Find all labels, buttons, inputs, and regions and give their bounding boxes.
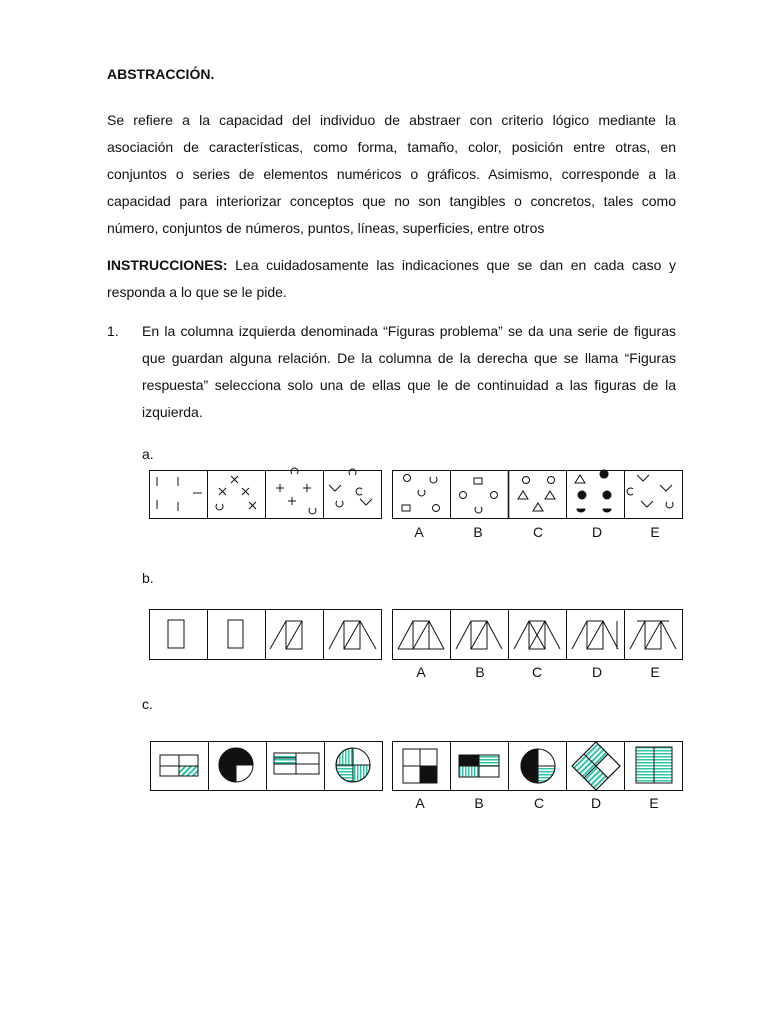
option-label-a: A: [414, 524, 424, 540]
answer-c-option-d[interactable]: [572, 742, 620, 790]
answer-a-option-b[interactable]: [460, 478, 498, 513]
option-label-d: D: [591, 664, 603, 680]
answer-a-option-a[interactable]: [402, 475, 440, 512]
option-label-e: E: [650, 524, 660, 540]
option-label-a: A: [415, 795, 425, 811]
problem-a-figure-4: [329, 469, 372, 507]
section-heading: ABSTRACCIÓN.: [107, 66, 215, 82]
exercise-a-answer-row: [393, 470, 683, 518]
exercise-c-answer-row: [393, 742, 683, 791]
problem-c-figure-3: [274, 753, 319, 774]
item-number: 1.: [107, 323, 119, 339]
answer-a-option-e[interactable]: [627, 475, 673, 508]
exercise-b-answer-row: [393, 610, 683, 660]
problem-a-figure-3: [276, 468, 316, 514]
exercise-b-option-labels: [416, 664, 659, 680]
answer-b-option-c[interactable]: [514, 621, 560, 649]
problem-b-figure-3: [270, 621, 302, 649]
option-label-d: D: [591, 524, 603, 540]
answer-c-option-e[interactable]: [636, 747, 672, 783]
problem-a-figure-2: [216, 476, 256, 510]
definition-paragraph: Se refiere a la capacidad del individuo de abstraer con criterio lógico mediante la asociación de características, como forma, tamaño, color, posición entre otras, en conjuntos o series de elementos numéricos o gráficos. Asimismo, corresponde a la capacidad para interiorizar conceptos que no son tangibles o concretos, tales como número, conjuntos de números, puntos, líneas, superficies, entre otros: [107, 112, 676, 236]
problem-c-figure-4: [336, 748, 370, 782]
answer-a-option-d[interactable]: [575, 470, 611, 512]
option-label-b: B: [473, 524, 483, 540]
exercise-a-option-labels: [414, 524, 659, 540]
option-label-d: D: [590, 795, 602, 811]
option-label-e: E: [649, 795, 659, 811]
exercise-b-label: b.: [142, 570, 154, 586]
instructions-text: Lea cuidadosamente las indicaciones que se dan en cada caso y responda a lo que se le pide.: [107, 257, 676, 300]
problem-b-figure-4: [329, 621, 376, 649]
problem-c-figure-2: [219, 748, 253, 782]
option-label-b: B: [474, 795, 484, 811]
instructions-label: INSTRUCCIONES:: [107, 257, 228, 273]
exercise-a-label: a.: [142, 446, 154, 462]
answer-c-option-c[interactable]: [521, 749, 555, 783]
problem-b-figure-2: [228, 620, 243, 648]
option-label-c: C: [531, 664, 543, 680]
problem-b-figure-1: [168, 620, 184, 648]
answer-b-option-b[interactable]: [456, 621, 502, 649]
exercise-b-problem-row: [150, 610, 382, 660]
exercise-a-problem-row: [150, 468, 382, 518]
answer-c-option-a[interactable]: [403, 749, 437, 783]
answer-b-option-d[interactable]: [572, 621, 618, 649]
option-label-e: E: [650, 664, 660, 680]
option-label-a: A: [416, 664, 426, 680]
answer-c-option-b[interactable]: [459, 755, 499, 777]
item-text: En la columna izquierda denominada “Figuras problema” se da una serie de figuras que guardan alguna relación. De la columna de la derecha que se llama “Figuras respuesta” selecciona solo una de ellas que le de continuidad a las figuras de la izquierda.: [142, 323, 676, 420]
answer-b-option-e[interactable]: [630, 621, 676, 649]
option-label-b: B: [475, 664, 485, 680]
answer-b-option-a[interactable]: [398, 621, 444, 649]
option-label-c: C: [533, 795, 545, 811]
option-label-c: C: [532, 524, 544, 540]
problem-a-figure-1: [157, 477, 202, 511]
problem-c-figure-1: [160, 755, 198, 776]
exercise-c-problem-row: [151, 742, 383, 791]
exercise-c-label: c.: [142, 696, 153, 712]
exercise-c-option-labels: [415, 795, 658, 811]
answer-a-option-c[interactable]: [518, 477, 555, 512]
